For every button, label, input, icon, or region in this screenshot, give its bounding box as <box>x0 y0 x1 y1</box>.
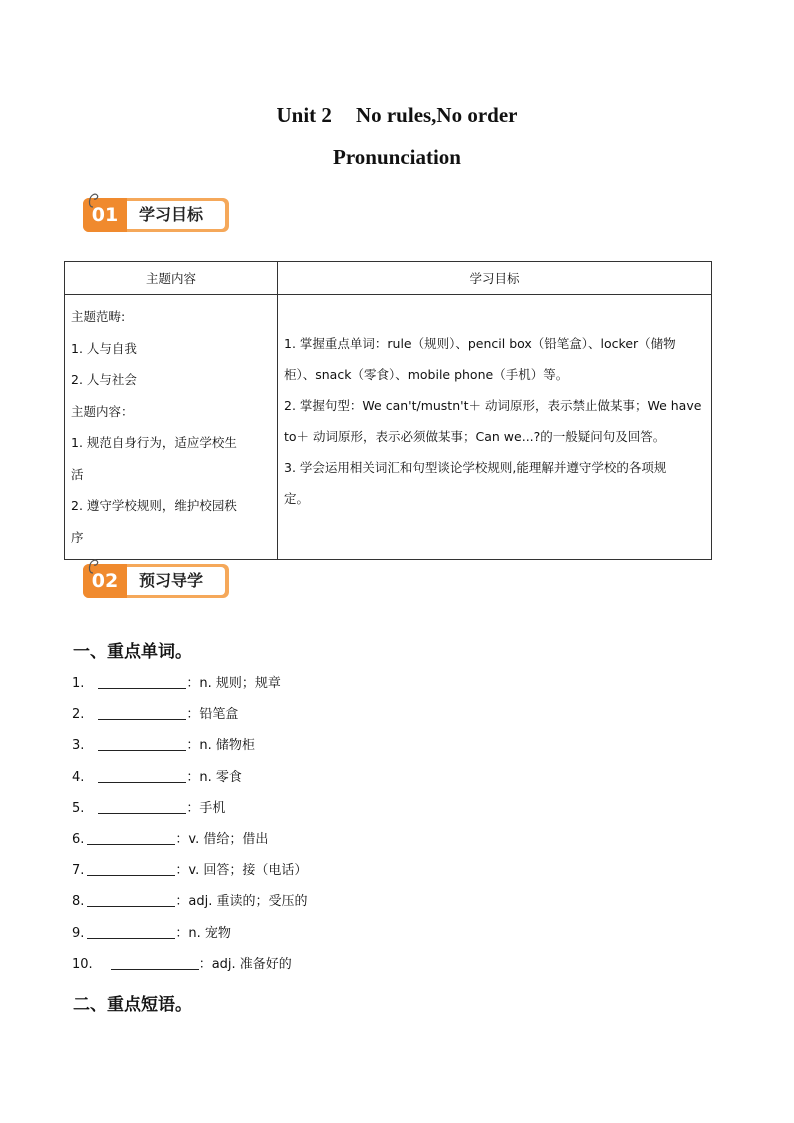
badge-number: 01 <box>83 198 127 232</box>
topic-line: 1. 人与自我 <box>71 340 137 356</box>
vocab-item: 6. ：v. 借给；借出 <box>72 831 269 847</box>
topic-content-cell <box>65 295 278 560</box>
topic-line: 主题范畴: <box>71 309 126 324</box>
badge-label: 预习导学 <box>139 571 204 590</box>
goal-line: 2. 掌握句型：We can't/mustn't＋ 动词原形，表示禁止做某事；We have <box>284 398 702 413</box>
badge-label: 学习目标 <box>139 205 204 224</box>
vocab-item: 9. ：n. 宠物 <box>72 925 231 941</box>
goal-line: to＋ 动词原形，表示必须做某事；Can we...?的一般疑问句及回答。 <box>284 429 666 444</box>
topic-line: 2. 遵守学校规则，维护校园秩 <box>71 498 237 513</box>
table-header-topic: 主题内容 <box>65 262 278 295</box>
answer-blank[interactable] <box>87 861 175 876</box>
answer-blank[interactable] <box>98 736 186 751</box>
answer-blank[interactable] <box>87 830 175 845</box>
unit-number: Unit 2 <box>276 103 332 127</box>
learning-goals-table <box>64 261 712 560</box>
section-badge-02 <box>83 556 233 600</box>
table-header-goals: 学习目标 <box>278 262 712 295</box>
goal-line: 3. 学会运用相关词汇和句型谈论学校规则,能理解并遵守学校的各项规 <box>284 460 667 475</box>
topic-line: 序 <box>71 529 84 545</box>
unit-title <box>0 103 794 128</box>
goal-line: 1. 掌握重点单词：rule（规则）、pencil box（铅笔盒）、locker（储物 <box>284 336 676 351</box>
vocab-item: 4. ：n. 零食 <box>72 769 242 785</box>
paperclip-icon <box>86 190 100 208</box>
section-heading-key-phrases: 二、重点短语。 <box>73 995 192 1015</box>
vocab-item: 5. ：手机 <box>72 800 226 816</box>
page-subtitle: Pronunciation <box>333 145 461 169</box>
topic-line: 活 <box>71 466 84 482</box>
unit-name: No rules,No order <box>355 103 518 127</box>
topic-line: 2. 人与社会 <box>71 372 137 387</box>
vocab-item: 10. ：adj. 准备好的 <box>72 956 292 972</box>
vocab-list <box>72 673 308 985</box>
topic-line: 主题内容： <box>71 403 134 419</box>
vocab-item: 2. ：铅笔盒 <box>72 707 239 723</box>
answer-blank[interactable] <box>98 674 186 689</box>
answer-blank[interactable] <box>87 892 175 907</box>
answer-blank[interactable] <box>111 955 199 970</box>
answer-blank[interactable] <box>87 924 175 939</box>
section-heading-key-words: 一、重点单词。 <box>73 642 192 662</box>
answer-blank[interactable] <box>98 799 186 814</box>
learning-goals-cell <box>278 295 712 560</box>
answer-blank[interactable] <box>98 768 186 783</box>
vocab-item: 7. ：v. 回答；接（电话） <box>72 863 308 879</box>
paperclip-icon <box>86 556 100 574</box>
goal-line: 柜）、snack（零食）、mobile phone（手机）等。 <box>284 367 569 382</box>
answer-blank[interactable] <box>98 705 186 720</box>
badge-number: 02 <box>83 564 127 598</box>
goal-line: 定。 <box>284 491 310 506</box>
vocab-item: 8. ：adj. 重读的；受压的 <box>72 894 308 910</box>
vocab-item: 1. ：n. 规则；规章 <box>72 676 281 691</box>
section-badge-01 <box>83 190 233 234</box>
vocab-item: 3. ：n. 储物柜 <box>72 738 255 754</box>
topic-line: 1. 规范自身行为，适应学校生 <box>71 435 237 450</box>
